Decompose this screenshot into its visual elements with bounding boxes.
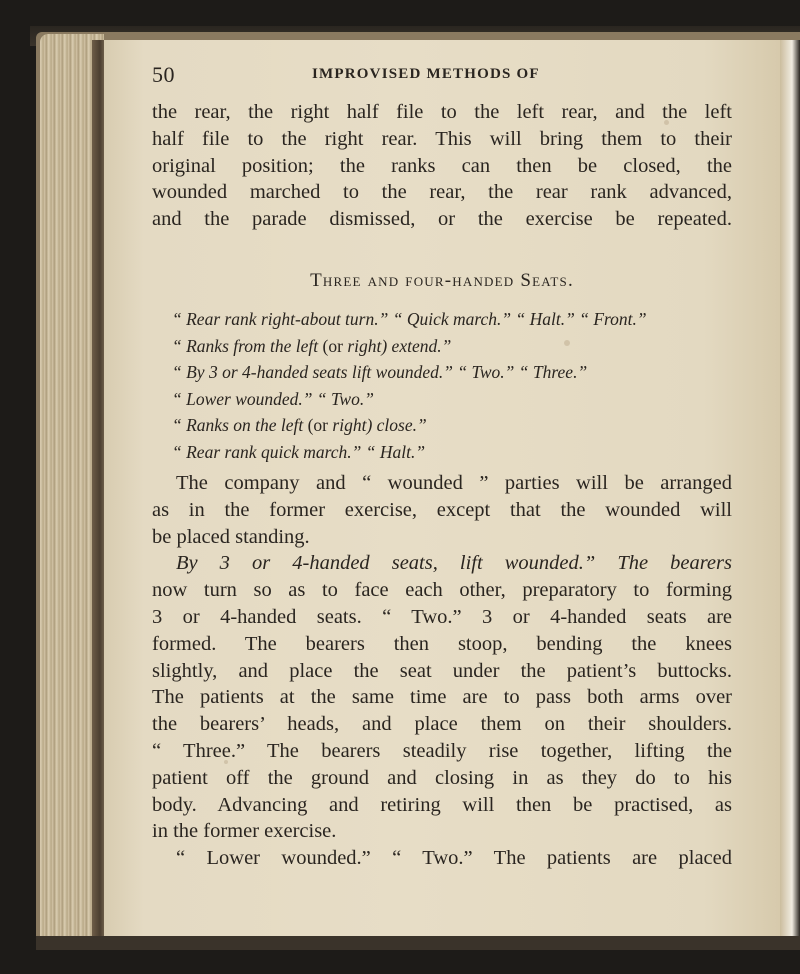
paragraph-2: [152, 470, 732, 872]
text-line: 3 or 4-handed seats. “ Two.” 3 or 4-handed seats are: [152, 605, 732, 628]
text-line: The patients at the same time are to pass both arms over: [152, 686, 732, 709]
command-list: [172, 306, 732, 466]
text-line: By 3 or 4-handed seats, lift wounded.” The bearers: [176, 552, 732, 575]
command-text: right: [347, 335, 382, 356]
command-line: [172, 359, 732, 386]
command-line: [172, 306, 732, 333]
running-head-title: IMPROVISED METHODS OF: [312, 66, 540, 82]
paragraph-1: [152, 99, 732, 233]
command-text: ) close.”: [366, 415, 427, 436]
command-text: “ Ranks from the left: [172, 335, 323, 356]
page-right-edge: [780, 40, 800, 940]
running-head: [152, 62, 732, 86]
book-cover-bottom: [36, 936, 800, 950]
text-line: original position; the ranks can then be closed, the: [152, 154, 732, 177]
text-line: half file to the right rear. This will bring them to their: [152, 127, 732, 150]
command-text: (or: [307, 415, 333, 436]
text-line: “ Lower wounded.” “ Two.” The patients are placed: [176, 847, 732, 870]
text-line: “ Three.” The bearers steadily rise together, lifting the: [152, 739, 732, 762]
command-text: “ Lower wounded.” “ Two.”: [172, 388, 374, 409]
command-line: [172, 412, 732, 439]
command-text: “ By 3 or 4-handed seats lift wounded.” “ Two.” “ Three.”: [172, 362, 588, 383]
text-line: The company and “ wounded ” parties will be arranged: [176, 472, 732, 494]
command-line: [172, 439, 732, 466]
command-text: “ Rear rank quick march.” “ Halt.”: [172, 441, 426, 462]
text-line: formed. The bearers then stoop, bending the knees: [152, 632, 732, 655]
command-line: [172, 333, 732, 360]
text-line: be placed standing.: [152, 525, 310, 548]
text-line: now turn so as to face each other, preparatory to forming: [152, 579, 732, 602]
command-text: “ Ranks on the left: [172, 415, 308, 436]
command-text: ) extend.”: [381, 335, 452, 356]
command-text: right: [332, 415, 367, 436]
command-line: [172, 386, 732, 413]
text-line: the bearers’ heads, and place them on their shoulders.: [152, 713, 732, 736]
section-heading: Three and four-handed Seats.: [310, 270, 574, 291]
text-line: slightly, and place the seat under the patient’s buttocks.: [152, 659, 732, 682]
text-line: in the former exercise.: [152, 820, 337, 843]
text-line: wounded marched to the rear, the rear rank advanced,: [152, 181, 732, 204]
text-line: as in the former exercise, except that the wounded will: [152, 498, 732, 521]
command-text: “ Rear rank right-about turn.” “ Quick march.” “ Halt.” “ Front.”: [172, 309, 647, 329]
text-line: the rear, the right half file to the left rear, and the left: [152, 101, 732, 123]
text-line: patient off the ground and closing in as they do to his: [152, 766, 732, 789]
text-line: and the parade dismissed, or the exercise be repeated.: [152, 208, 732, 231]
page-number: 50: [152, 62, 175, 87]
command-text: (or: [322, 335, 348, 356]
text-line: body. Advancing and retiring will then be practised, as: [152, 793, 732, 816]
